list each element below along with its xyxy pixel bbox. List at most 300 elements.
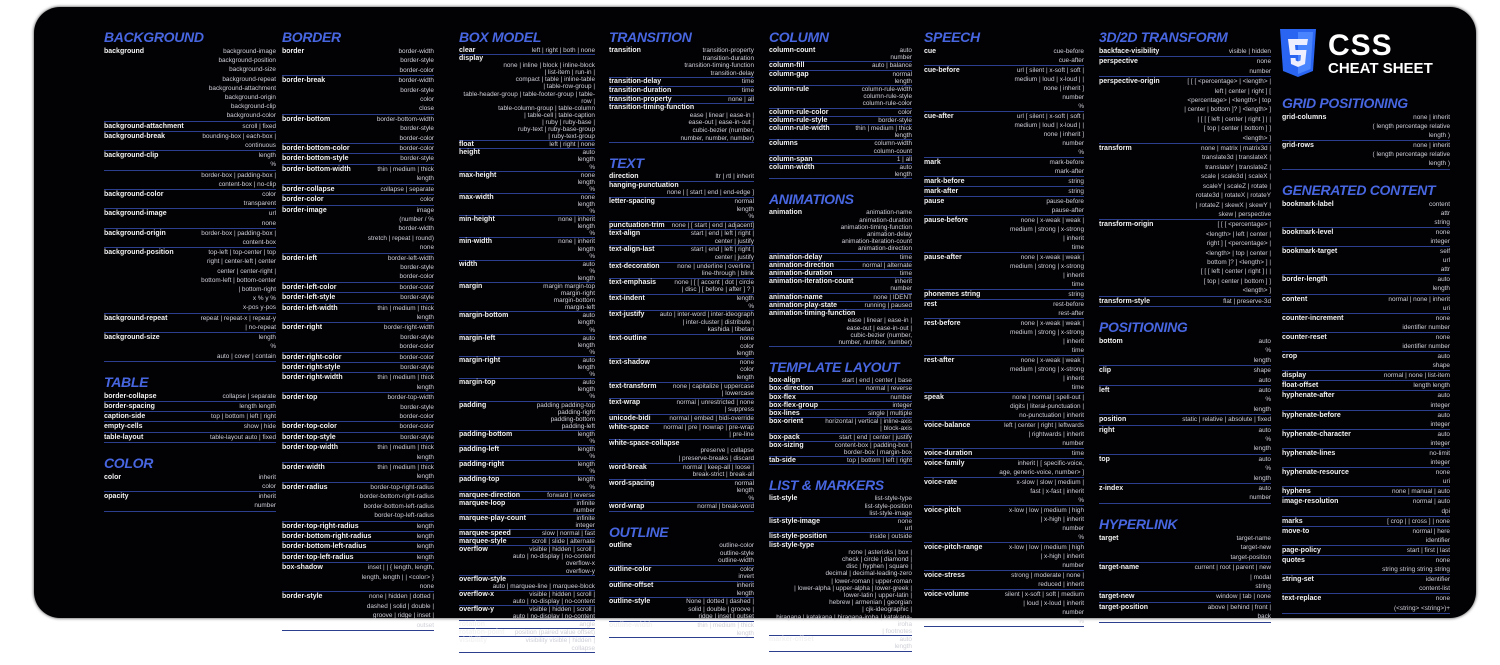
property-values (1436, 468, 1450, 486)
property-value: | block-axis (880, 425, 912, 433)
property-value: column-rule-style (863, 93, 912, 101)
property-row (104, 47, 276, 122)
property-value: | list-item | run-in | (544, 69, 595, 77)
property-value: current | root | parent | new (1194, 564, 1271, 572)
property-value: none (1435, 314, 1450, 322)
property-value: | x-high | inherit (1040, 553, 1084, 560)
property-row (459, 461, 595, 476)
property-row (1099, 366, 1271, 386)
property-value: ease-out | ease-in-out | (846, 324, 912, 332)
property-row (459, 283, 595, 312)
property-value: number (573, 506, 595, 514)
property-row (282, 165, 434, 185)
property-row (1099, 337, 1271, 366)
property-values (742, 87, 754, 95)
column-5 (769, 29, 912, 664)
property-name: voice-volume (924, 591, 969, 598)
property-value: none | matrix | matrix3d | (1201, 145, 1271, 153)
property-value: none (419, 244, 434, 252)
property-row (1099, 57, 1271, 77)
property-values (1195, 563, 1271, 591)
property-value: medium | strong | x-strong (1010, 329, 1084, 336)
property-value: overflow-x (565, 560, 595, 568)
property-name: column-rule (769, 86, 810, 94)
property-value: % (270, 343, 276, 351)
property-value: length ) (1428, 160, 1450, 168)
property-name: target-new (1099, 593, 1135, 601)
property-value: target-name (1236, 534, 1271, 542)
property-name: color (104, 473, 122, 481)
property-value: % (589, 371, 595, 379)
property-value: animation-delay (866, 231, 912, 239)
section-title: GRID POSITIONING (1282, 95, 1408, 111)
property-value: url (268, 210, 276, 218)
property-values (1382, 556, 1450, 574)
property-value: time (1071, 384, 1084, 391)
property-value: % (589, 483, 595, 491)
property-values (1388, 295, 1450, 313)
property-values (377, 373, 434, 392)
property-value: auto (1258, 455, 1271, 463)
property-values (575, 515, 595, 529)
property-row (282, 195, 434, 205)
property-name: position (1099, 416, 1127, 424)
property-row (769, 533, 912, 541)
property-value: left | center | right ] [ (1214, 87, 1271, 95)
property-values (578, 335, 595, 356)
property-value: border-style (400, 125, 434, 133)
property-values (254, 492, 276, 510)
property-value: background-repeat (222, 75, 276, 83)
property-value: length (736, 373, 754, 381)
property-value: none (580, 171, 595, 179)
property-value: time (741, 86, 754, 94)
property-value: collapse | separate (222, 392, 276, 400)
property-name: column-rule-style (769, 116, 828, 124)
property-value: color (420, 196, 434, 204)
property-value: color (262, 191, 276, 199)
property-name: rest-after (924, 357, 955, 364)
property-values (1433, 275, 1450, 293)
property-values (578, 446, 595, 460)
property-values (1009, 543, 1084, 570)
property-values (895, 164, 912, 178)
property-row (282, 283, 434, 293)
property-value: ridge | inset | outset (698, 613, 754, 621)
property-row (282, 463, 434, 483)
property-values (734, 480, 754, 503)
property-name: outline-width (609, 622, 653, 629)
property-value: ltr | rtl | inherit (715, 173, 754, 181)
section-title: SPEECH (924, 29, 980, 45)
property-value: translate3d | translateX | (1201, 154, 1271, 162)
property-value: border-style (400, 433, 434, 441)
property-values (737, 295, 754, 310)
property-name: visibility (459, 637, 488, 645)
property-value: border-right-width (383, 324, 434, 332)
property-value: slow | normal | fast (541, 530, 595, 538)
property-row (924, 112, 1084, 158)
property-name: clip (1099, 367, 1112, 375)
property-value: outline-color (719, 542, 754, 550)
property-row (282, 373, 434, 393)
property-value: length (1253, 474, 1271, 482)
property-value: normal | reverse (865, 385, 912, 393)
property-values (239, 402, 276, 411)
property-row (769, 47, 912, 62)
property-name: rest (924, 301, 937, 308)
property-name: background-size (104, 334, 160, 342)
property-value: none | asterisks | box | (848, 548, 912, 556)
property-row (282, 532, 434, 542)
property-name: pause-before (924, 217, 968, 224)
property-value: horizontal | vertical | inline-axis (825, 418, 912, 426)
property-values (1010, 319, 1084, 355)
property-values (417, 532, 434, 541)
section-title: TEMPLATE LAYOUT (769, 359, 900, 376)
property-value: thin | medium | thick (377, 464, 434, 472)
property-value: infinite (576, 499, 595, 507)
property-value: mark-before (1049, 159, 1084, 166)
property-row (1282, 594, 1450, 613)
property-row (924, 47, 1084, 66)
property-name: column-rule-width (769, 125, 830, 133)
property-value: border-color (399, 353, 434, 361)
property-value: [ [ [ left | center | right ] | | (1200, 268, 1271, 276)
section-transition (609, 29, 754, 143)
property-row (924, 197, 1084, 216)
property-row (104, 229, 276, 248)
property-values (1201, 220, 1271, 295)
property-values (890, 47, 912, 61)
property-name: marquee-play-count (459, 514, 526, 522)
property-value: list-style-image (869, 509, 912, 517)
property-value: length (894, 77, 912, 85)
property-value: none | [ start | end | adjacent] (671, 221, 754, 229)
property-row (459, 629, 595, 637)
property-values (1046, 197, 1084, 215)
property-name: column-gap (769, 70, 809, 78)
property-name: transform-origin (1099, 221, 1154, 229)
property-value: close (419, 105, 434, 113)
property-value: auto | no-display | no-content (512, 613, 595, 621)
property-value: center | justify (714, 237, 754, 245)
property-value: medium | strong | x-strong (1010, 263, 1084, 270)
property-row (1282, 468, 1450, 487)
property-value: show | hide (243, 423, 276, 431)
property-value: none (739, 358, 754, 366)
property-values (1430, 411, 1450, 429)
section-title: 3D/2D TRANSFORM (1099, 29, 1228, 45)
property-value: integer (892, 401, 912, 409)
column-1 (104, 29, 276, 524)
property-name: hyphenate-character (1282, 430, 1351, 438)
property-row (282, 304, 434, 324)
property-value: number (1062, 609, 1084, 616)
property-row (282, 154, 434, 164)
property-value: normal (734, 479, 754, 487)
property-values (999, 459, 1084, 477)
property-values (259, 151, 276, 169)
property-value: length (577, 319, 595, 327)
property-value: position (paired value offset) (514, 629, 595, 637)
property-name: animation-timing-function (769, 310, 856, 318)
property-row (104, 473, 276, 492)
property-name: border-length (1282, 276, 1328, 284)
property-value: border-style (400, 155, 434, 163)
property-row (1282, 487, 1450, 497)
section-title: OUTLINE (609, 524, 669, 541)
property-values (660, 311, 754, 334)
property-values (1407, 546, 1450, 555)
property-name: border-top-style (282, 433, 336, 441)
property-value: dashed | solid | double | (366, 602, 434, 610)
property-row (924, 187, 1084, 197)
property-name: cue (924, 48, 937, 55)
property-row (924, 66, 1084, 112)
property-name: box-shadow (282, 564, 323, 572)
property-values (210, 433, 276, 442)
property-row (459, 591, 595, 606)
property-name: list-style-type (769, 541, 815, 549)
property-value: color (740, 565, 754, 573)
property-name: opacity (104, 493, 129, 501)
property-row (1099, 144, 1271, 220)
property-row (459, 446, 595, 461)
property-name: min-width (459, 238, 493, 246)
property-value: back (1257, 613, 1271, 621)
property-value: background-image (223, 48, 276, 55)
property-value: % (589, 185, 595, 193)
property-value: center | justify (714, 254, 754, 262)
property-value: | footnotes (882, 628, 912, 635)
property-value: border-width (398, 77, 434, 85)
property-values (728, 96, 754, 104)
property-value: no-punctuation | inherit (1019, 412, 1084, 419)
property-value: | inherit (1063, 272, 1084, 279)
property-value: normal (892, 70, 912, 78)
property-name: border-radius (282, 483, 328, 491)
property-name: marquee-direction (459, 491, 521, 499)
property-value: inherit (894, 278, 912, 286)
property-row (769, 294, 912, 302)
property-name: margin-right (459, 356, 501, 364)
property-row (609, 440, 754, 464)
property-value: start | end | left | right | (690, 246, 754, 254)
property-values (259, 473, 276, 491)
property-name: border-bottom-width (282, 165, 351, 173)
property-values (573, 500, 595, 514)
property-value: padding-left (561, 422, 595, 430)
property-values (737, 359, 754, 382)
property-value: identifier number (1402, 342, 1450, 350)
property-values (578, 194, 595, 215)
property-value: border-color (399, 145, 434, 153)
property-value: identifier (1425, 576, 1450, 584)
property-row (769, 156, 912, 164)
property-name: marker-offset (769, 636, 814, 644)
property-name: overflow-style (459, 575, 507, 583)
property-value: % (1265, 396, 1271, 404)
property-values (400, 144, 434, 153)
section-title: TEXT (609, 155, 644, 172)
property-value: visible | hidden | scroll | (529, 590, 595, 598)
property-name: transition-property (609, 95, 672, 103)
property-values (841, 209, 912, 252)
property-value: digits | literal-punctuation | (1009, 403, 1084, 410)
property-row (1282, 575, 1450, 594)
property-row (459, 335, 595, 357)
property-value: | no-repeat (245, 323, 276, 331)
property-row (609, 173, 754, 182)
property-name: border-top-color (282, 423, 337, 431)
property-name: list-style-image (769, 517, 820, 525)
property-row (769, 302, 912, 310)
property-row (769, 125, 912, 140)
property-values (558, 216, 595, 237)
property-row (609, 503, 754, 512)
section-grid-positioning (1282, 95, 1450, 170)
property-name: white-space (609, 423, 650, 431)
property-values (1004, 421, 1084, 448)
property-row (1282, 247, 1450, 275)
property-values (868, 410, 912, 417)
property-value: length (1253, 356, 1271, 364)
property-value: url (1442, 257, 1450, 265)
property-value: auto (1437, 411, 1450, 419)
property-value: length (416, 473, 434, 481)
property-values (872, 62, 912, 69)
property-values (1223, 297, 1271, 306)
property-value: url [ silent | x-soft | soft | (1016, 113, 1084, 120)
property-row (459, 476, 595, 491)
section-speech (924, 29, 1084, 627)
property-name: voice-pitch-range (924, 544, 983, 551)
property-name: target (1099, 534, 1119, 542)
property-values (669, 415, 754, 423)
property-value: scale | scale3d | scaleX | (1201, 173, 1271, 181)
property-name: top (1099, 455, 1110, 463)
property-value: inherit (258, 473, 276, 481)
property-name: hyphens (1282, 488, 1311, 496)
property-row (609, 383, 754, 399)
property-value: background-color (226, 112, 276, 120)
property-value: border-style (400, 86, 434, 94)
property-value: normal | here (1412, 527, 1450, 535)
property-value: visibility visible | hidden | (525, 637, 595, 645)
property-row (769, 62, 912, 70)
property-name: text-shadow (609, 358, 650, 366)
property-values (1010, 356, 1084, 392)
property-value: none | underline | overline | (677, 262, 754, 270)
property-name: voice-family (924, 460, 965, 467)
property-value: background-origin (224, 94, 276, 102)
property-name: text-emphasis (609, 278, 657, 286)
property-value: none (1435, 228, 1450, 236)
property-value: content-box | no-clip (218, 180, 276, 188)
property-values (1010, 253, 1084, 289)
property-row (1282, 228, 1450, 247)
property-row (1282, 333, 1450, 352)
property-values (1412, 527, 1450, 545)
property-row (1282, 449, 1450, 468)
property-value: normal | embed | bidi-override (669, 414, 754, 422)
property-values (838, 317, 912, 346)
property-row (924, 459, 1084, 478)
property-value: border-color (399, 283, 434, 291)
property-value: continuous (245, 142, 276, 150)
property-values (513, 606, 595, 620)
property-name: height (459, 149, 480, 157)
property-row (282, 76, 434, 115)
property-values (1068, 177, 1084, 186)
property-name: bookmark-label (1282, 200, 1334, 208)
property-value: inherit (736, 582, 754, 590)
property-value: string string string string (1382, 566, 1450, 574)
property-name: background-attachment (104, 122, 184, 130)
property-values (691, 230, 754, 245)
property-row (104, 402, 276, 412)
property-values (1196, 144, 1271, 219)
property-name: move-to (1282, 527, 1310, 535)
property-row (459, 379, 595, 401)
property-value: none | [ [ accent | dot | circle (674, 278, 754, 286)
property-name: perspective-origin (1099, 78, 1160, 86)
property-value: age, generic-voice, number> ] (999, 469, 1084, 476)
property-value: list-style-type (874, 495, 912, 503)
property-value: | x-high | inherit (1040, 516, 1084, 523)
property-values (549, 141, 595, 148)
property-values (387, 393, 434, 421)
property-name: backface-visibility (1099, 48, 1160, 55)
property-values (211, 412, 276, 421)
property-name: string-set (1282, 576, 1314, 584)
property-value: border-style (400, 263, 434, 271)
property-value: bottom ]? ] <length> ] | (1207, 258, 1271, 266)
property-value: outline-style (719, 549, 754, 557)
property-value: border-style (878, 116, 912, 124)
property-values (1216, 592, 1271, 601)
property-value: length (416, 543, 434, 551)
property-values (1208, 603, 1271, 622)
property-value: inside | outside (869, 533, 912, 541)
property-values (874, 140, 912, 154)
property-name: text-wrap (609, 398, 641, 406)
property-row (769, 86, 912, 109)
property-values (900, 270, 912, 277)
property-name: float-offset (1282, 382, 1319, 390)
property-value: <length> ] (1242, 134, 1271, 142)
logo-title: CSS (1328, 29, 1393, 62)
property-value: url [ silent | x-soft | soft | (1016, 67, 1084, 74)
property-value: string (1434, 218, 1450, 226)
property-name: white-space-collapse (609, 439, 680, 447)
property-row (609, 399, 754, 415)
property-name: transition (609, 47, 641, 54)
property-row (609, 78, 754, 87)
property-value: number (1062, 525, 1084, 532)
property-values (686, 598, 754, 621)
property-row (282, 592, 434, 631)
property-name: hyphenate-after (1282, 392, 1335, 400)
property-row (104, 248, 276, 313)
property-value: none | manual | auto (1391, 488, 1450, 496)
property-values (862, 262, 912, 269)
property-value: length (577, 461, 595, 469)
property-name: tab-side (769, 457, 796, 465)
property-name: column-width (769, 164, 815, 172)
property-name: column-fill (769, 62, 805, 70)
